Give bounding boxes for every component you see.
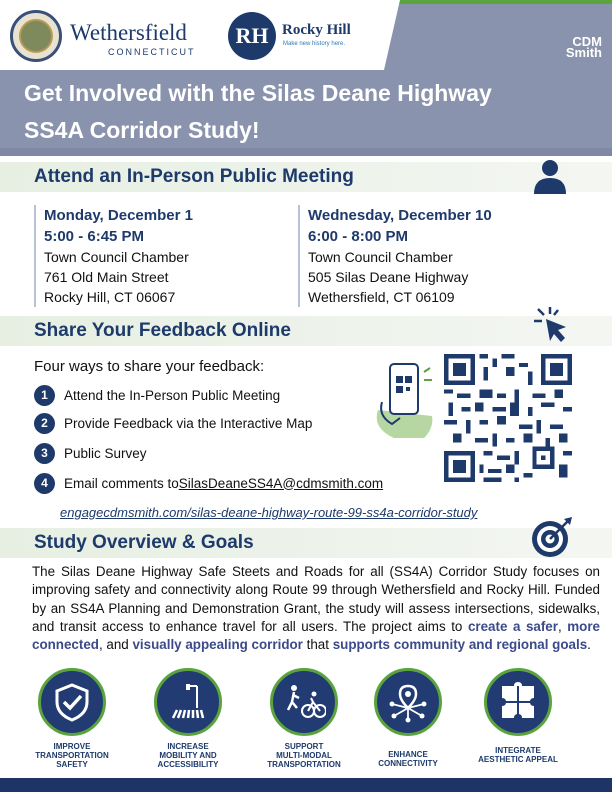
goal-safety <box>22 668 122 769</box>
phone-scan-icon <box>372 358 438 440</box>
cdm-logo-line2: Smith <box>565 45 602 60</box>
network-pin-icon <box>386 680 430 724</box>
goal-mobility <box>138 668 238 769</box>
overview-highlight-1: create a safer <box>467 618 558 634</box>
goal-multimodal <box>254 668 354 769</box>
goal-mobility-label <box>138 742 238 769</box>
goal-multimodal-line1: SUPPORT <box>284 742 324 751</box>
page-title-line2: SS4A Corridor Study! <box>24 117 260 143</box>
feedback-text-3: Public Survey <box>64 445 147 461</box>
cdm-smith-logo <box>566 36 602 58</box>
goal-multimodal-badge <box>270 668 338 736</box>
crosswalk-signal-icon <box>167 682 209 722</box>
puzzle-icon <box>498 682 538 722</box>
cursor-click-icon <box>532 305 572 345</box>
goal-connectivity-badge <box>374 668 442 736</box>
goal-aesthetic-label <box>468 746 568 764</box>
target-icon <box>530 515 574 559</box>
wethersfield-subtitle: CONNECTICUT <box>108 47 196 57</box>
rocky-hill-wordmark: Rocky Hill <box>282 22 351 38</box>
overview-highlight-2: more connected <box>32 618 600 653</box>
goal-aesthetic <box>468 668 568 764</box>
goal-aesthetic-badge <box>484 668 552 736</box>
feedback-text-4: Email comments to <box>64 475 179 491</box>
qr-code[interactable] <box>444 354 572 482</box>
goal-safety-badge <box>38 668 106 736</box>
meeting-right-street: 505 Silas Deane Highway <box>308 269 469 285</box>
feedback-num-3: 3 <box>34 443 55 464</box>
overview-heading: Study Overview & Goals <box>34 532 254 553</box>
footer-band <box>0 778 612 792</box>
overview-body: The Silas Deane Highway Safe Steets and Roads for all (SS4A) Corridor Study focuses on improving safety and connectivity along Route 99 through Wethersfield and Rocky Hill. Funded by an SS4A Planning and Demonstration Grant, the study will assess intersections, sidewalks, and transit access to enhance travel for all users. The project aims to <box>32 564 600 634</box>
feedback-text-1: Attend the In-Person Public Meeting <box>64 387 281 403</box>
goal-mobility-line1: INCREASE <box>167 742 209 751</box>
wethersfield-wordmark: Wethersfield <box>70 20 187 45</box>
goal-connectivity-line1: ENHANCE <box>388 750 428 759</box>
rocky-hill-logo <box>228 12 276 60</box>
meeting-right <box>298 205 538 307</box>
meeting-left-day: Monday, December 1 <box>44 207 193 224</box>
feedback-heading: Share Your Feedback Online <box>34 320 291 341</box>
feedback-num-4: 4 <box>34 473 55 494</box>
meeting-heading: Attend an In-Person Public Meeting <box>34 166 354 187</box>
goal-connectivity-label <box>358 750 458 768</box>
meeting-right-place: Town Council Chamber <box>308 249 453 265</box>
meeting-left-city: Rocky Hill, CT 06067 <box>44 289 176 305</box>
meeting-right-day: Wednesday, December 10 <box>308 207 492 224</box>
goal-multimodal-line3: TRANSPORTATION <box>267 760 341 769</box>
overview-highlight-3: visually appealing corridor <box>132 637 303 653</box>
person-icon <box>530 158 570 194</box>
goal-aesthetic-line1: INTEGRATE <box>495 746 541 755</box>
feedback-item-3 <box>34 442 147 464</box>
goal-mobility-badge <box>154 668 222 736</box>
meeting-right-city: Wethersfield, CT 06109 <box>308 289 455 305</box>
meeting-left-time: 5:00 - 6:45 PM <box>44 228 145 245</box>
wethersfield-seal-logo <box>10 10 62 62</box>
goal-multimodal-line2: MULTI-MODAL <box>276 751 332 760</box>
goal-multimodal-label <box>254 742 354 769</box>
goal-safety-line2: TRANSPORTATION <box>35 751 109 760</box>
overview-highlight-4: supports community and regional goals <box>332 637 588 653</box>
meeting-left-street: 761 Old Main Street <box>44 269 169 285</box>
overview-sep-3: that <box>302 637 333 653</box>
feedback-text-2: Provide Feedback via the Interactive Map <box>64 415 313 431</box>
bike-pedestrian-icon <box>282 682 326 722</box>
rocky-hill-monogram: RH <box>235 23 269 48</box>
feedback-item-2 <box>34 412 312 434</box>
overview-paragraph <box>32 563 600 654</box>
goal-aesthetic-line2: AESTHETIC APPEAL <box>478 755 558 764</box>
feedback-num-1: 1 <box>34 385 55 406</box>
goal-safety-line3: SAFETY <box>56 760 88 769</box>
meeting-left <box>34 205 274 307</box>
overview-end: . <box>587 637 591 653</box>
goal-connectivity <box>358 668 458 768</box>
shield-check-icon <box>52 682 92 722</box>
goal-safety-label <box>22 742 122 769</box>
cdm-logo-line1: CDM <box>572 34 602 49</box>
feedback-intro: Four ways to share your feedback: <box>34 358 265 375</box>
meeting-left-place: Town Council Chamber <box>44 249 189 265</box>
goal-mobility-line2: MOBILITY AND <box>159 751 217 760</box>
page-title-line1: Get Involved with the Silas Deane Highway <box>24 80 492 106</box>
feedback-item-1 <box>34 384 280 406</box>
feedback-email-link[interactable]: SilasDeaneSS4A@cdmsmith.com <box>178 475 384 491</box>
feedback-item-4 <box>34 472 383 494</box>
overview-sep-2: , and <box>98 637 133 653</box>
goal-mobility-line3: ACCESSIBILITY <box>157 760 219 769</box>
project-url-link[interactable]: engagecdmsmith.com/silas-deane-highway-route-99-ss4a-corridor-study <box>60 505 478 520</box>
rocky-hill-tagline: Make new history here. <box>283 41 346 47</box>
goal-connectivity-line2: CONNECTIVITY <box>378 759 438 768</box>
goal-safety-line1: IMPROVE <box>53 742 91 751</box>
meeting-right-time: 6:00 - 8:00 PM <box>308 228 409 245</box>
feedback-num-2: 2 <box>34 413 55 434</box>
overview-sep-1: , <box>557 618 568 634</box>
